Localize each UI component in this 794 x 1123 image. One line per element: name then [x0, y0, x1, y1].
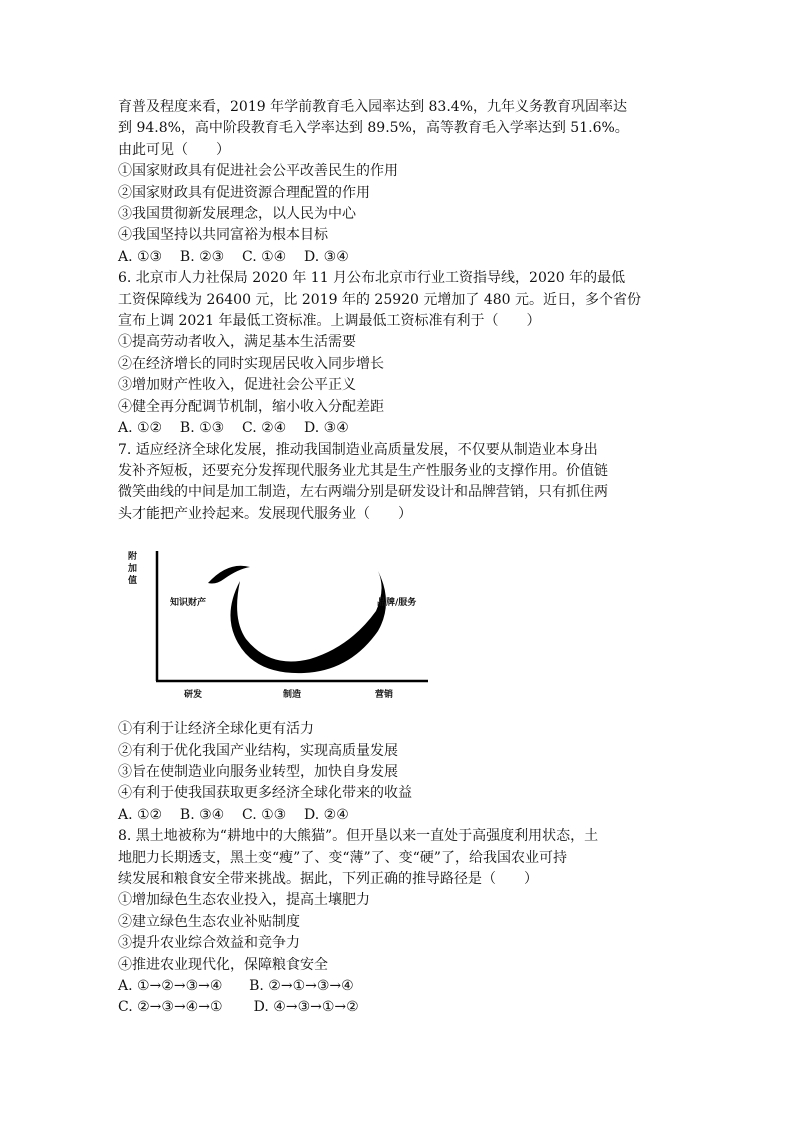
question-stem-line: 工资保障线为 26400 元，比 2019 年的 25920 元增加了 480 元。近日，多个省份 — [118, 291, 642, 308]
left-curve-label: 知识财产 — [170, 598, 207, 609]
x-axis-label-marketing: 营销 — [375, 690, 394, 701]
statement-item: ①国家财政具有促进社会公平改善民生的作用 — [118, 163, 398, 180]
statement-item: ④健全再分配调节机制，缩小收入分配差距 — [118, 398, 384, 415]
statement-item: ①提高劳动者收入，满足基本生活需要 — [118, 334, 356, 351]
answer-options: A. ①→②→③→④ B. ②→①→③→④ — [118, 978, 354, 994]
answer-options: A. ①③ B. ②③ C. ①④ D. ③④ — [118, 248, 349, 265]
question-stem-line: 头才能把产业拎起来。发展现代服务业（ ） — [118, 505, 412, 522]
smile-curve-left-tick — [208, 566, 250, 584]
right-curve-label: 品牌/服务 — [377, 598, 417, 609]
statement-item: ③我国贯彻新发展理念，以人民为中心 — [118, 206, 356, 223]
y-axis-label: 附加值 — [128, 552, 138, 587]
question-stem-line: 8. 黑土地被称为“耕地中的大熊猫”。但开垦以来一直处于高强度利用状态，土 — [118, 828, 599, 845]
answer-options: A. ①② B. ③④ C. ①③ D. ②④ — [118, 806, 349, 823]
statement-item: ③增加财产性收入，促进社会公平正义 — [118, 377, 356, 394]
x-axis-label-manufacturing: 制造 — [283, 690, 302, 701]
exam-page — [118, 97, 678, 1019]
question-stem-line: 到 94.8%，高中阶段教育毛入学率达到 89.5%，高等教育毛入学率达到 51.6%。 — [118, 120, 629, 137]
question-stem-line: 由此可见（ ） — [118, 141, 230, 158]
question-5 — [118, 97, 678, 268]
statement-item: ②国家财政具有促进资源合理配置的作用 — [118, 184, 370, 201]
x-axis-label-rnd: 研发 — [184, 690, 203, 701]
answer-options: C. ②→③→④→① D. ④→③→①→② — [118, 999, 359, 1016]
statement-item: ②在经济增长的同时实现居民收入同步增长 — [118, 355, 384, 372]
question-stem-line: 微笑曲线的中间是加工制造，左右两端分别是研发设计和品牌营销，只有抓住两 — [118, 484, 608, 501]
smile-curve-figure — [128, 541, 428, 711]
question-stem-line: 7. 适应经济全球化发展，推动我国制造业高质量发展，不仅要从制造业本身出 — [118, 441, 598, 458]
smile-curve-graphic — [128, 541, 428, 711]
statement-item: ①有利于让经济全球化更有活力 — [118, 721, 314, 738]
question-stem-line: 地肥力长期透支，黑土变“瘦”了、变“薄”了、变“硬”了，给我国农业可持 — [118, 849, 567, 866]
statement-item: ③旨在使制造业向服务业转型，加快自身发展 — [118, 763, 398, 780]
question-stem-line: 续发展和粮食安全带来挑战。据此，下列正确的推导路径是（ ） — [118, 870, 538, 887]
statement-item: ①增加绿色生态农业投入，提高土壤肥力 — [118, 892, 370, 909]
statement-item: ②建立绿色生态农业补贴制度 — [118, 913, 300, 930]
question-stem-line: 宣布上调 2021 年最低工资标准。上调最低工资标准有利于（ ） — [118, 313, 541, 330]
smile-curve-bowl — [230, 571, 386, 673]
question-stem-line: 发补齐短板，还要充分发挥现代服务业尤其是生产性服务业的支撑作用。价值链 — [118, 462, 608, 479]
question-7 — [118, 440, 678, 827]
statement-item: ④推进农业现代化，保障粮食安全 — [118, 956, 328, 973]
question-stem-line: 育普及程度来看，2019 年学前教育毛入园率达到 83.4%，九年义务教育巩固率达 — [118, 99, 628, 115]
statement-item: ②有利于优化我国产业结构，实现高质量发展 — [118, 742, 398, 759]
answer-options: A. ①② B. ①③ C. ②④ D. ③④ — [118, 420, 349, 437]
statement-item: ④有利于使我国获取更多经济全球化带来的收益 — [118, 785, 412, 802]
statement-item: ④我国坚持以共同富裕为根本目标 — [118, 227, 328, 244]
question-8 — [118, 826, 678, 1019]
question-stem-line: 6. 北京市人力社保局 2020 年 11 月公布北京市行业工资指导线，2020 年的最低 — [118, 270, 626, 287]
statement-item: ③提升农业综合效益和竞争力 — [118, 935, 300, 952]
question-6 — [118, 268, 678, 439]
